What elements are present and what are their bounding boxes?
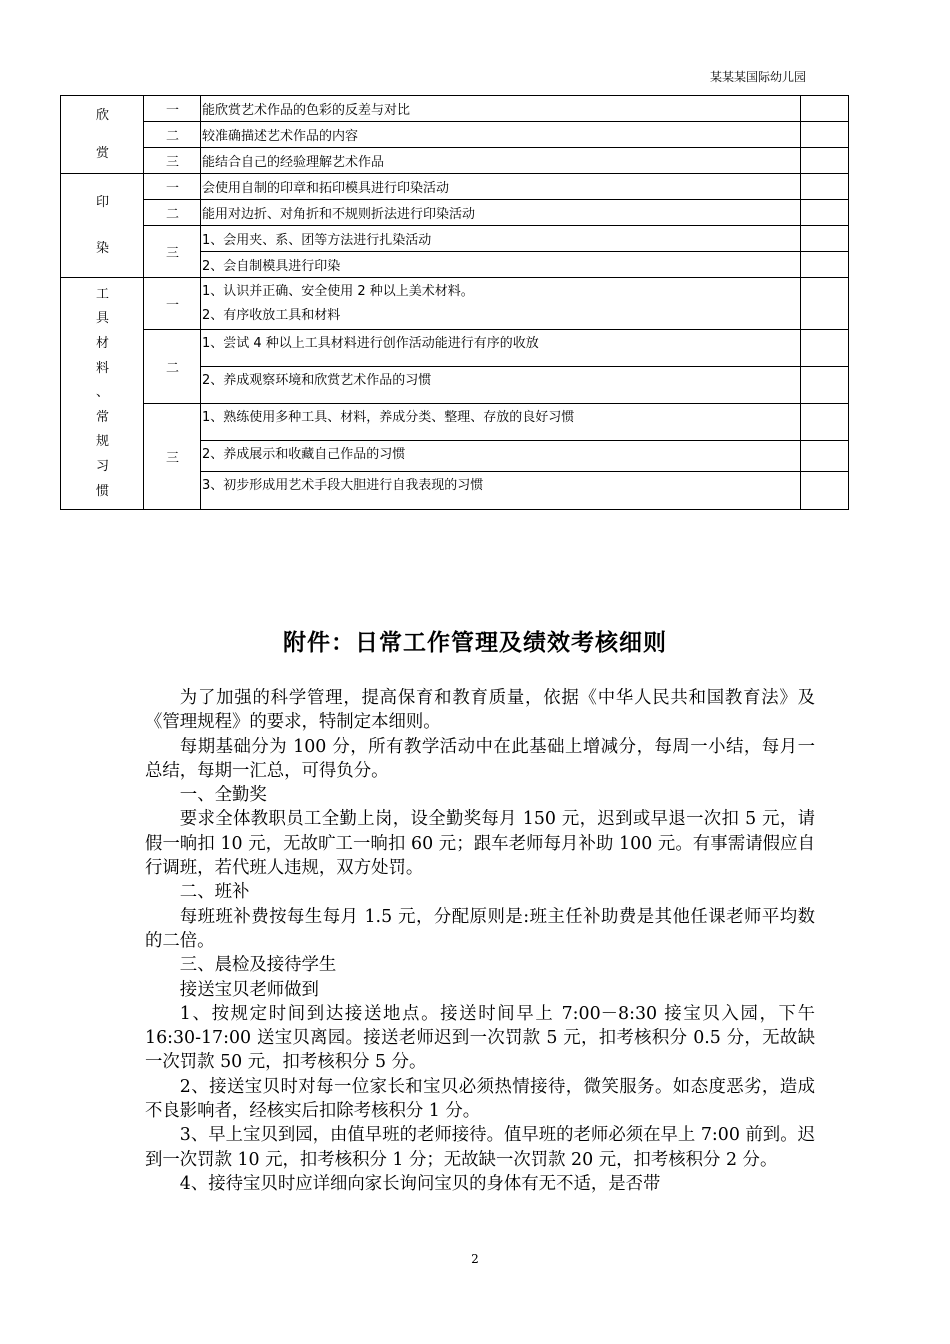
goal-cell: 较准确描述艺术作品的内容 xyxy=(201,122,801,148)
document-body xyxy=(145,686,815,1196)
level-cell: 一 xyxy=(144,278,201,330)
goal-cell: 1、熟练使用多种工具、材料，养成分类、整理、存放的良好习惯 xyxy=(201,404,801,441)
school-name-header: 某某某国际幼儿园 xyxy=(709,70,806,84)
level-cell: 一 xyxy=(144,96,201,122)
goal-cell: 能欣赏艺术作品的色彩的反差与对比 xyxy=(201,96,801,122)
section-heading: 二、班补 xyxy=(179,882,250,903)
paragraph: 为了加强的科学管理，提高保育和教育质量，依据《中华人民共和国教育法》及《管理规程》的要求，特制定本细则。 xyxy=(145,688,815,733)
blank-cell xyxy=(801,148,849,174)
goal-cell: 能结合自己的经验理解艺术作品 xyxy=(201,148,801,174)
level-cell: 三 xyxy=(144,148,201,174)
table-row xyxy=(61,330,849,367)
goal-cell: 1、认识并正确、安全使用 2 种以上美术材料。 2、有序收放工具和材料 xyxy=(201,278,801,330)
goal-cell: 3、初步形成用艺术手段大胆进行自我表现的习惯 xyxy=(201,472,801,510)
level-cell: 三 xyxy=(144,404,201,510)
table-row xyxy=(61,122,849,148)
paragraph: 每班班补费按每生每月 1.5 元，分配原则是:班主任补助费是其他任课老师平均数的二倍。 xyxy=(145,906,815,951)
level-cell: 二 xyxy=(144,122,201,148)
paragraph: 4、接待宝贝时应详细向家长询问宝贝的身体有无不适，是否带 xyxy=(179,1173,661,1194)
level-cell: 三 xyxy=(144,226,201,278)
art-curriculum-table xyxy=(60,95,849,510)
table-row xyxy=(61,226,849,252)
page-number: 2 xyxy=(471,1252,479,1266)
category-tools-habits: 工 具 材 料 、 常 规 习 惯 xyxy=(61,278,144,510)
table-row xyxy=(61,174,849,200)
table-row xyxy=(61,404,849,441)
table-row xyxy=(61,96,849,122)
blank-cell xyxy=(801,226,849,252)
paragraph: 接送宝贝老师做到 xyxy=(179,979,319,1000)
blank-cell xyxy=(801,200,849,226)
section-heading: 一、全勤奖 xyxy=(179,785,267,806)
paragraph: 3、早上宝贝到园，由值早班的老师接待。值早班的老师必须在早上 7:00 前到。迟到一次罚款 10 元，扣考核积分 1 分；无故缺一次罚款 20 元，扣考核积分 2 分。 xyxy=(145,1125,815,1170)
blank-cell xyxy=(801,278,849,330)
blank-cell xyxy=(801,472,849,510)
paragraph: 要求全体教职员工全勤上岗，设全勤奖每月 150 元，迟到或早退一次扣 5 元，请假一晌扣 10 元，无故旷工一晌扣 60 元；跟车老师每月补助 100 元。有事需请假应自行调班，若代班人违规，双方处罚。 xyxy=(145,809,815,879)
blank-cell xyxy=(801,441,849,472)
blank-cell xyxy=(801,367,849,404)
category-printing: 印 染 xyxy=(61,174,144,278)
goal-cell: 会使用自制的印章和拓印模具进行印染活动 xyxy=(201,174,801,200)
goal-cell: 2、会自制模具进行印染 xyxy=(201,252,801,278)
goal-cell: 2、养成展示和收藏自己作品的习惯 xyxy=(201,441,801,472)
table-row xyxy=(61,148,849,174)
blank-cell xyxy=(801,174,849,200)
goal-cell: 1、尝试 4 种以上工具材料进行创作活动能进行有序的收放 xyxy=(201,330,801,367)
table-row xyxy=(61,200,849,226)
section-heading: 三、晨检及接待学生 xyxy=(179,955,337,976)
blank-cell xyxy=(801,330,849,367)
table-row xyxy=(61,278,849,330)
blank-cell xyxy=(801,96,849,122)
paragraph: 1、按规定时间到达接送地点。接送时间早上 7:00－8:30 接宝贝入园，下午 16:30-17:00 送宝贝离园。接送老师迟到一次罚款 5 元，扣考核积分 0.5 分，无故缺一次罚款 50 元，扣考核积分 5 分。 xyxy=(145,1003,815,1073)
level-cell: 二 xyxy=(144,200,201,226)
goal-cell: 2、养成观察环境和欣赏艺术作品的习惯 xyxy=(201,367,801,404)
category-appreciation: 欣 赏 xyxy=(61,96,144,174)
blank-cell xyxy=(801,122,849,148)
paragraph: 2、接送宝贝时对每一位家长和宝贝必须热情接待，微笑服务。如态度恶劣，造成不良影响者，经核实后扣除考核积分 1 分。 xyxy=(145,1076,815,1122)
level-cell: 一 xyxy=(144,174,201,200)
goal-cell: 1、会用夹、系、团等方法进行扎染活动 xyxy=(201,226,801,252)
document-title: 附件：日常工作管理及绩效考核细则 xyxy=(283,630,667,656)
paragraph: 每期基础分为 100 分，所有教学活动中在此基础上增减分，每周一小结，每月一总结，每期一汇总，可得负分。 xyxy=(145,736,815,781)
goal-cell: 能用对边折、对角折和不规则折法进行印染活动 xyxy=(201,200,801,226)
blank-cell xyxy=(801,404,849,441)
blank-cell xyxy=(801,252,849,278)
level-cell: 二 xyxy=(144,330,201,404)
